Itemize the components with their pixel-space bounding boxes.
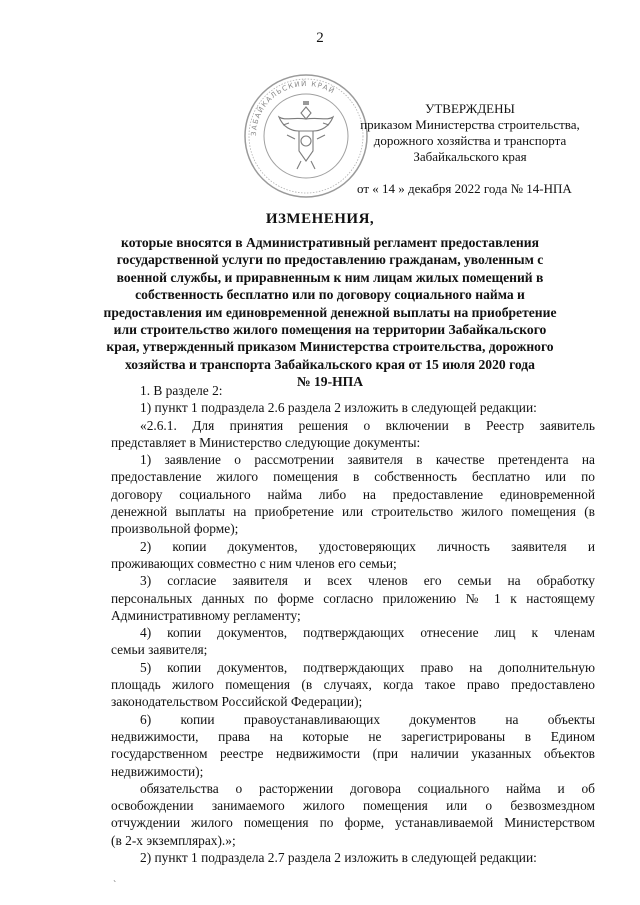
document-body [111,382,595,866]
approval-stamp [345,101,595,165]
page-number: 2 [316,30,324,46]
body-line: недвижимости, права на которые не зарегистрированы в Едином [111,728,595,744]
body-line: представляет в Министерство следующие документы: [111,434,421,450]
body-line: 1) заявление о рассмотрении заявителя в качестве претендента на [140,452,595,468]
subtitle-line: или строительство жилого помещения на территории Забайкальского [113,322,547,338]
subtitle-line: военной службы, и приравненным к ним лицам жилых помещений в [116,269,544,285]
body-line: персональных данных по форме согласно приложению № 1 к настоящему [111,590,595,606]
body-line: договору социального найма либо на предоставление единовременной [111,486,595,502]
body-line: 2) копии документов, удостоверяющих личность заявителя и [140,538,595,554]
body-line: «2.6.1. Для принятия решения о включении в Реестр заявитель [140,417,595,433]
body-line: государственном реестре недвижимости (при наличии указанных объектов [111,746,595,762]
body-line: (в 2-х экземплярах).»; [111,832,236,848]
seal-text: ЗАБАЙКАЛЬСКИЙ КРАЙ [249,79,337,137]
body-line: 5) копии документов, подтверждающих право на дополнительную [140,659,595,675]
body-line: произвольной форме); [111,521,239,537]
body-line: площадь жилого помещения (в случаях, когда такое право предоставлено [111,677,595,693]
body-line: 6) копии правоустанавливающих документов на объекты [140,711,595,727]
subtitle-line: № 19-НПА [296,374,364,390]
scan-mark: ` [113,880,117,891]
approval-line: дорожного хозяйства и транспорта [373,133,567,148]
document-heading: ИЗМЕНЕНИЯ, [265,211,375,227]
body-line: 3) согласие заявителя и всех членов его семьи на обработку [140,573,595,589]
body-line: недвижимости); [111,763,204,779]
body-line: отчуждении жилого помещения по форме, устанавливаемой Министерством [111,815,595,831]
subtitle-line: хозяйства и транспорта Забайкальского края от 15 июля 2020 года [125,356,535,372]
body-line: предоставление жилого помещения в собственность бесплатно или по [111,469,595,485]
subtitle-line: предоставления им единовременной денежной выплаты на приобретение [103,304,557,320]
subtitle-line: края, утвержденный приказом Министерства строительства, дорожного [106,339,554,355]
subtitle-line: государственной услуги по предоставлению гражданам, уволенным с [116,252,544,268]
approval-date: от « 14 » декабря 2022 года № 14-НПА [357,181,572,196]
body-line: освобождении занимаемого жилого помещения или о безвозмездном [111,798,595,814]
body-line: 1) пункт 1 подраздела 2.6 раздела 2 изложить в следующей редакции: [140,400,537,416]
body-line: семьи заявителя; [111,642,208,658]
body-line: денежной выплаты на приобретение или строительство жилого помещения (в [111,504,595,520]
body-line: проживающих совместно с ним членов его семьи; [111,555,397,571]
body-line: 4) копии документов, подтверждающих отнесение лиц к членам [140,625,595,641]
body-line: законодательством Российской Федерации); [111,694,363,710]
subtitle-line: собственность бесплатно или по договору социального найма и [135,287,525,303]
approval-line: УТВЕРЖДЕНЫ [425,101,515,116]
body-line: 2) пункт 1 подраздела 2.7 раздела 2 изложить в следующей редакции: [140,850,537,866]
document-subtitle [80,234,580,391]
subtitle-line: которые вносятся в Административный регламент предоставления [121,235,539,250]
approval-line: приказом Министерства строительства, [360,117,580,132]
svg-text:ЗАБАЙКАЛЬСКИЙ КРАЙ [250,79,337,136]
body-line: 1. В разделе 2: [140,383,223,398]
approval-line: Забайкальского края [413,149,527,164]
body-line: обязательства о расторжении договора социального найма и об [140,780,595,796]
body-line: Административному регламенту; [111,607,301,623]
